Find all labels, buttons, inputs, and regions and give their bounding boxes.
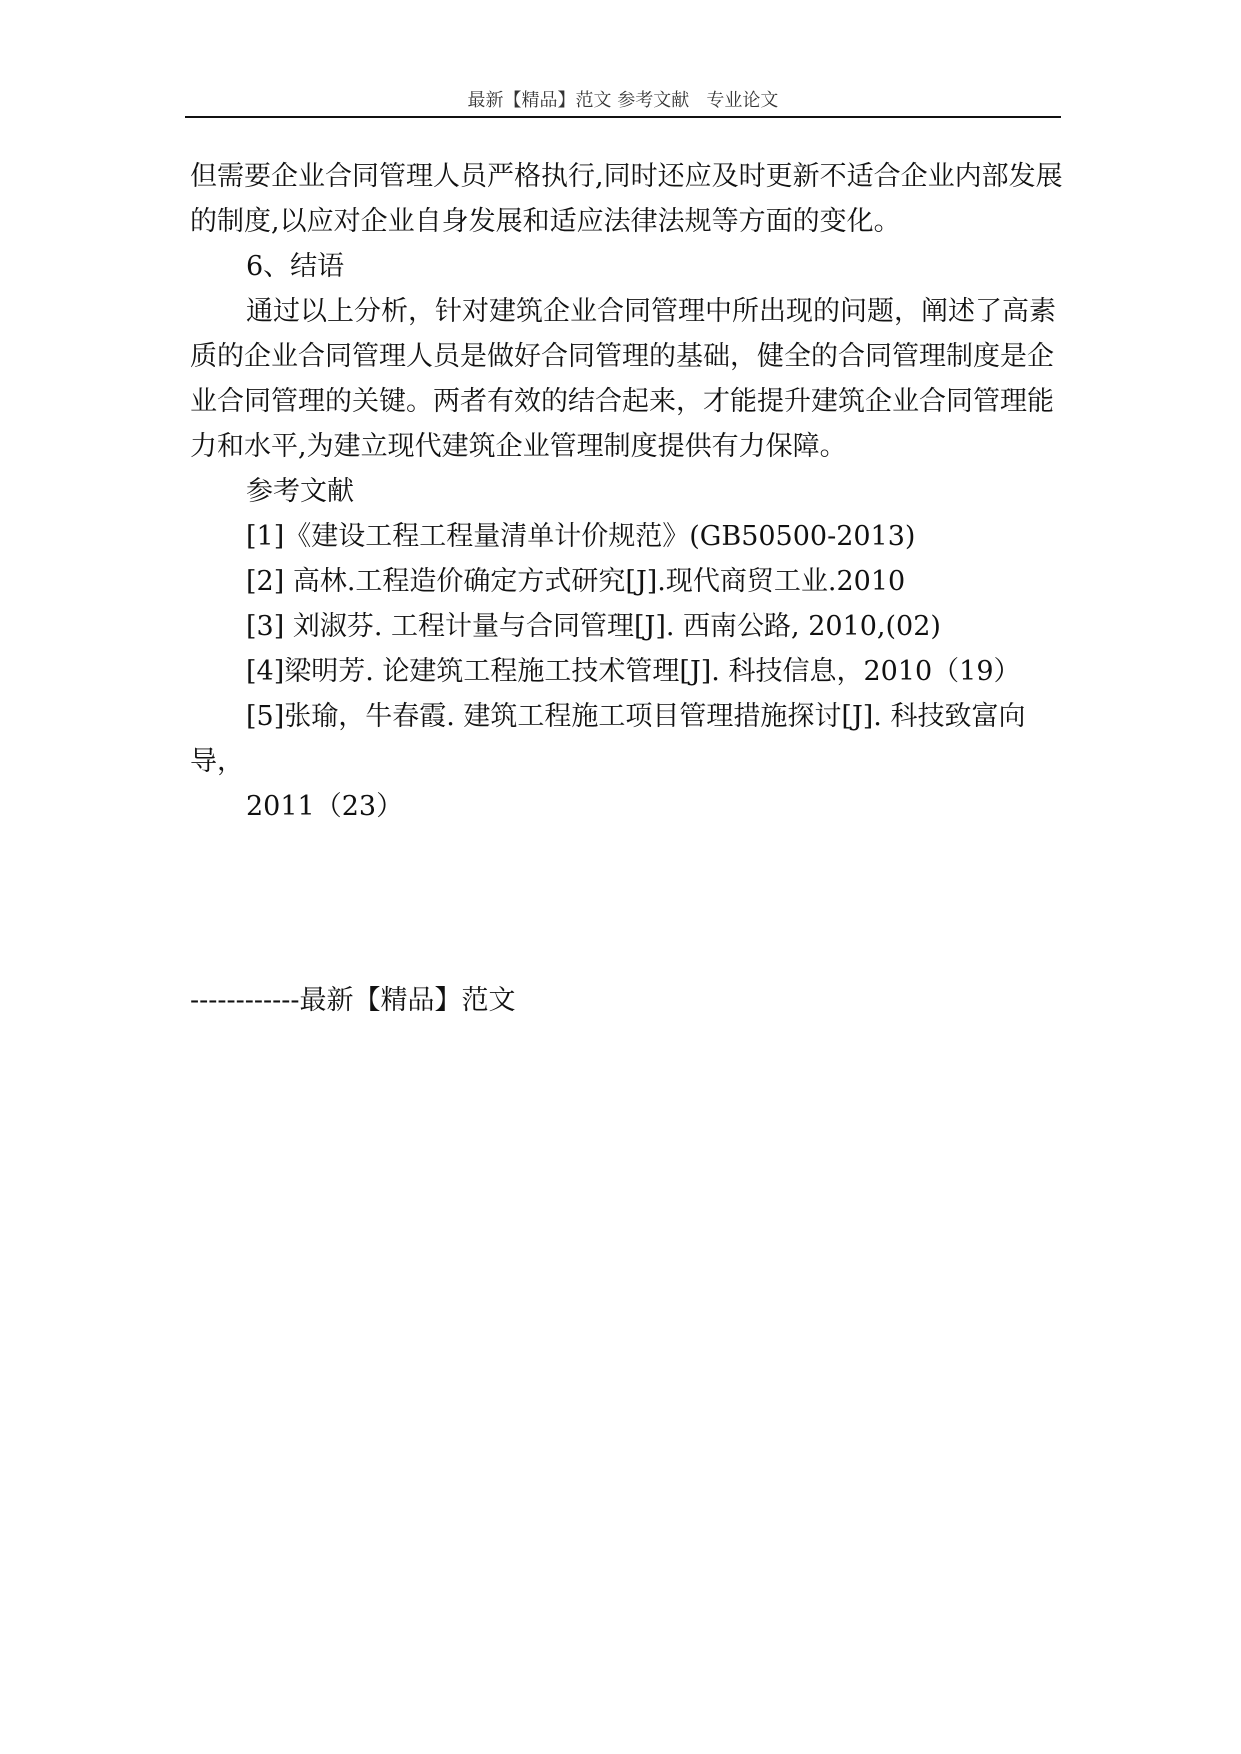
document-body bbox=[190, 154, 1070, 829]
body-paragraph-conclusion: 通过以上分析，针对建筑企业合同管理中所出现的问题，阐述了高素质的企业合同管理人员是做好合同管理的基础，健全的合同管理制度是企业合同管理的关键。两者有效的结合起来，才能提升建筑企业合同管理能力和水平,为建立现代建筑企业管理制度提供有力保障。 bbox=[190, 296, 1056, 462]
page-header: 最新【精品】范文 参考文献 专业论文 bbox=[467, 90, 779, 111]
header-divider bbox=[185, 116, 1061, 118]
reference-item: [2] 高林.工程造价确定方式研究[J].现代商贸工业.2010 bbox=[246, 566, 906, 597]
body-paragraph-continuation: 但需要企业合同管理人员严格执行,同时还应及时更新不适合企业内部发展的制度,以应对企业自身发展和适应法律法规等方面的变化。 bbox=[190, 161, 1063, 237]
references-heading: 参考文献 bbox=[246, 476, 354, 507]
reference-item: [1]《建设工程工程量清单计价规范》(GB50500-2013) bbox=[246, 521, 916, 552]
page-footer: ------------最新【精品】范文 bbox=[190, 985, 516, 1016]
section-heading: 6、结语 bbox=[246, 251, 345, 282]
reference-item: [3] 刘淑芬. 工程计量与合同管理[J]. 西南公路, 2010,(02) bbox=[246, 611, 941, 642]
reference-item: [4]梁明芳. 论建筑工程施工技术管理[J]. 科技信息，2010（19） bbox=[246, 656, 1021, 687]
reference-item-continuation: 2011（23） bbox=[246, 791, 404, 822]
reference-item: [5]张瑜，牛春霞. 建筑工程施工项目管理措施探讨[J]. 科技致富向导， bbox=[190, 701, 1026, 777]
